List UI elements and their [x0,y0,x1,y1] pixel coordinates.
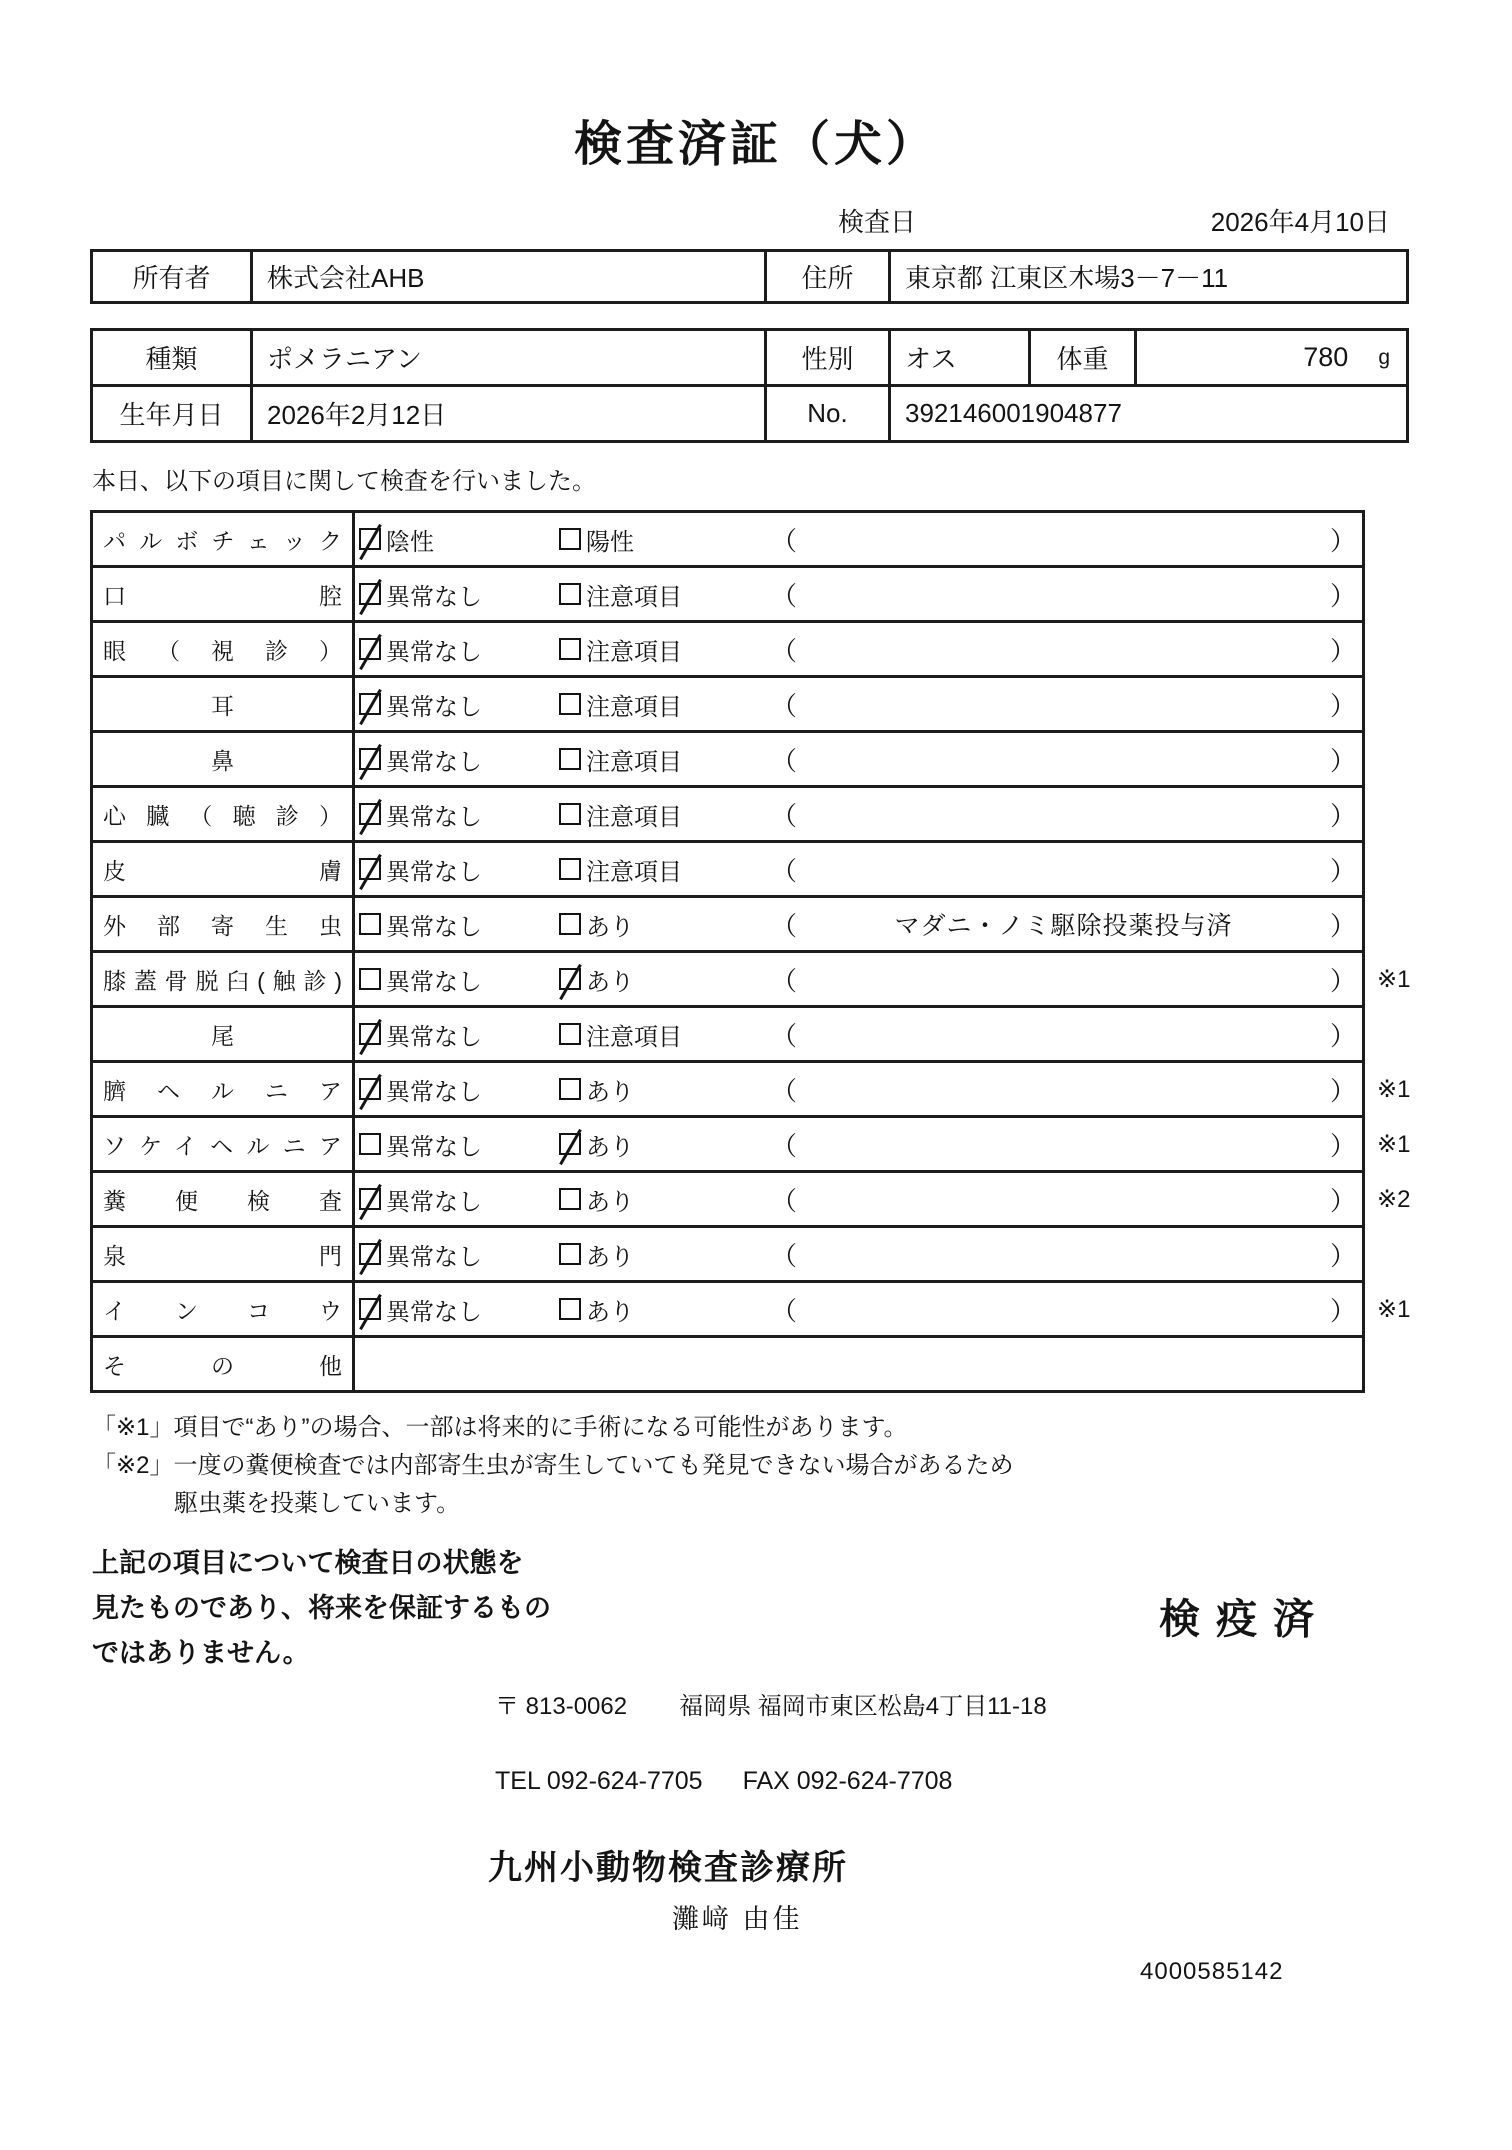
inspection-item-content [354,512,1364,567]
option-2-label: 注意項目 [586,1023,682,1051]
checkbox-icon [559,1078,581,1100]
paren-close: ） [1329,1185,1356,1216]
footnote-mark: ※1 [1377,1130,1411,1158]
option-1-label: 異常なし [386,1078,482,1106]
option-1-label: 異常なし [386,1188,482,1216]
footnotes [92,1409,1512,1523]
checkbox-icon [559,583,581,605]
inspection-row [92,787,1434,842]
remark-area [771,1291,1356,1328]
option-1 [359,907,559,942]
option-2-label: あり [586,913,634,941]
remark-area [771,1236,1356,1273]
intro-sentence: 本日、以下の項目に関して検査を行いました。 [92,468,596,495]
footnote-mark: ※1 [1377,1075,1411,1103]
footnote-mark: ※1 [1377,1295,1411,1323]
inspection-item-label: 臍ヘルニア [92,1062,354,1117]
option-1-label: 異常なし [386,1243,482,1271]
checkbox-icon [559,1243,581,1265]
weight-value-cell [1136,330,1408,386]
option-2-label: 注意項目 [586,803,682,831]
option-2 [559,1127,771,1162]
option-2-label: 注意項目 [586,858,682,886]
paren-close: ） [1329,690,1356,721]
option-1-label: 異常なし [386,1298,482,1326]
footnote-mark [1364,1227,1434,1282]
weight-unit: g [1378,345,1390,369]
paren-open: （ [771,1130,798,1161]
option-1-label: 異常なし [386,583,482,611]
inspection-item-label: 耳 [92,677,354,732]
clinic-address: 福岡県 福岡市東区松島4丁目11-18 [679,1693,1047,1720]
clinic-fax: FAX 092-624-7708 [742,1767,953,1795]
option-2-label: 注意項目 [586,638,682,666]
footnote-mark [1364,1337,1434,1392]
paren-close: ） [1329,580,1356,611]
option-2 [559,742,771,777]
paren-open: （ [771,635,798,666]
page-title: 検査済証（犬） [573,118,938,171]
option-1 [359,797,559,832]
paren-open: （ [771,1185,798,1216]
paren-close: ） [1329,1295,1356,1326]
footnote-mark [1364,677,1434,732]
inspection-item-content [354,1117,1364,1172]
option-2-label: あり [586,1133,634,1161]
option-1-label: 異常なし [386,638,482,666]
paren-close: ） [1329,525,1356,556]
option-1-label: 異常なし [386,913,482,941]
paren-open: （ [771,1020,798,1051]
option-2 [559,852,771,887]
remark-area [771,576,1356,613]
option-1 [359,632,559,667]
no-value: 392146001904877 [890,386,1408,442]
footnote-mark [1364,622,1434,677]
option-2-label: 注意項目 [586,748,682,776]
option-2 [559,797,771,832]
footnote-mark [1364,842,1434,897]
clinic-address-line [495,1686,1512,1721]
option-2-label: あり [586,1298,634,1326]
sex-value: オス [890,330,1030,386]
address-label: 住所 [766,251,890,303]
inspection-item-label: 鼻 [92,732,354,787]
species-value: ポメラニアン [252,330,766,386]
species-label: 種類 [92,330,252,386]
remark-area [771,1016,1356,1053]
paren-open: （ [771,965,798,996]
option-2-label: あり [586,968,634,996]
clinic-person: 灘﨑 由佳 [672,1904,803,1934]
inspection-row [92,842,1434,897]
footnote-mark [1364,512,1434,567]
sex-label: 性別 [766,330,890,386]
option-1 [359,687,559,722]
owner-row [92,251,1408,303]
inspection-item-content [354,677,1364,732]
paren-open: （ [771,580,798,611]
option-2-label: 注意項目 [586,693,682,721]
inspection-item-label: 糞便検査 [92,1172,354,1227]
animal-table [90,328,1409,443]
inspection-item-content [354,1337,1364,1392]
checkbox-icon [559,913,581,935]
address-value: 東京都 江東区木場3－7－11 [890,251,1408,303]
option-1-label: 異常なし [386,968,482,996]
inspection-table [90,510,1435,1393]
checkbox-icon [559,1298,581,1320]
checkbox-icon [359,583,381,605]
footnote-mark [1364,897,1434,952]
inspection-item-content [354,1227,1364,1282]
option-1 [359,1072,559,1107]
disclaimer-text [92,1541,551,1676]
checkbox-icon [359,528,381,550]
checkbox-icon [559,1133,581,1155]
inspection-item-content [354,842,1364,897]
paren-open: （ [771,1240,798,1271]
quarantine-stamp: 検疫済 [1159,1596,1330,1642]
inspection-item-content [354,622,1364,677]
option-2-label: 注意項目 [586,583,682,611]
option-2 [559,1237,771,1272]
option-1 [359,1292,559,1327]
option-2 [559,577,771,612]
footnote-mark: ※2 [1377,1185,1411,1213]
remark-area [771,851,1356,888]
inspection-date-value: 2026年4月10日 [1210,207,1390,237]
inspection-item-label: インコウ [92,1282,354,1337]
inspection-item-label: 尾 [92,1007,354,1062]
option-2 [559,1072,771,1107]
inspection-row [92,1062,1434,1117]
paren-open: （ [771,745,798,776]
inspection-row [92,567,1434,622]
inspection-row [92,1227,1434,1282]
paren-open: （ [771,525,798,556]
remark-area [771,631,1356,668]
inspection-row [92,897,1434,952]
checkbox-icon [359,913,381,935]
option-2 [559,632,771,667]
option-1-label: 異常なし [386,748,482,776]
inspection-item-label: 皮膚 [92,842,354,897]
inspection-item-content [354,1007,1364,1062]
checkbox-icon [359,1078,381,1100]
inspection-item-content [354,1282,1364,1337]
footnote-2-continued: 駆虫薬を投薬しています。 [174,1490,461,1517]
weight-label: 体重 [1030,330,1136,386]
checkbox-icon [559,528,581,550]
owner-label: 所有者 [92,251,252,303]
disclaimer-line-2: 見たものであり、将来を保証するもの [92,1593,551,1623]
birth-value: 2026年2月12日 [252,386,766,442]
inspection-item-label: ソケイヘルニア [92,1117,354,1172]
option-2 [559,522,771,557]
checkbox-icon [359,803,381,825]
owner-table [90,249,1409,304]
remark-area [771,1126,1356,1163]
remark-area [771,906,1356,943]
checkbox-icon [559,1023,581,1045]
option-1 [359,1237,559,1272]
option-1-label: 異常なし [386,858,482,886]
inspection-row [92,1007,1434,1062]
checkbox-icon [559,858,581,880]
paren-close: ） [1329,1020,1356,1051]
inspection-row [92,677,1434,732]
paren-close: ） [1329,800,1356,831]
paren-close: ） [1329,1130,1356,1161]
option-1 [359,1182,559,1217]
clinic-tel: TEL 092-624-7705 [495,1767,703,1795]
option-1-label: 異常なし [386,1133,482,1161]
footnote-mark [1364,1007,1434,1062]
footnote-mark [1364,567,1434,622]
checkbox-icon [359,1243,381,1265]
inspection-item-content [354,897,1364,952]
checkbox-icon [359,1188,381,1210]
option-1-label: 異常なし [386,803,482,831]
inspection-item-label: 口腔 [92,567,354,622]
paren-close: ） [1329,910,1356,941]
paren-open: （ [771,1075,798,1106]
checkbox-icon [359,693,381,715]
remark-area [771,741,1356,778]
option-1 [359,1017,559,1052]
birth-label: 生年月日 [92,386,252,442]
checkbox-icon [359,638,381,660]
inspection-row [92,732,1434,787]
option-1-label: 陰性 [386,528,434,556]
paren-open: （ [771,855,798,886]
document-number: 4000585142 [1140,1958,1284,1985]
checkbox-icon [359,968,381,990]
option-2 [559,1292,771,1327]
footnote-mark [1364,732,1434,787]
inspection-item-content [354,952,1364,1007]
disclaimer-row [92,1541,1512,1676]
inspection-item-label: 眼（視診） [92,622,354,677]
paren-open: （ [771,800,798,831]
inspection-row [92,512,1434,567]
checkbox-icon [559,693,581,715]
option-2 [559,907,771,942]
option-1 [359,852,559,887]
remark-text: マダニ・ノミ駆除投薬投与済 [894,912,1233,940]
weight-value: 780 [1303,342,1349,372]
inspection-item-content [354,787,1364,842]
option-2 [559,1017,771,1052]
inspection-item-label: 心臓（聴診） [92,787,354,842]
option-2 [559,1182,771,1217]
inspection-row [92,1117,1434,1172]
paren-close: ） [1329,745,1356,776]
option-1 [359,577,559,612]
option-2 [559,687,771,722]
option-1-label: 異常なし [386,1023,482,1051]
option-1 [359,742,559,777]
inspection-item-label: その他 [92,1337,354,1392]
inspection-row [92,1172,1434,1227]
option-2-label: あり [586,1078,634,1106]
remark-area [771,1071,1356,1108]
checkbox-icon [359,1023,381,1045]
inspection-row [92,952,1434,1007]
checkbox-icon [559,748,581,770]
inspection-item-content [354,1062,1364,1117]
option-1 [359,522,559,557]
inspection-row [92,1337,1434,1392]
species-row [92,330,1408,386]
inspection-row [92,622,1434,677]
checkbox-icon [559,638,581,660]
checkbox-icon [359,1298,381,1320]
footnote-mark: ※1 [1377,965,1411,993]
paren-close: ） [1329,855,1356,886]
checkbox-icon [559,1188,581,1210]
inspection-item-content [354,567,1364,622]
paren-open: （ [771,1295,798,1326]
disclaimer-line-1: 上記の項目について検査日の状態を [92,1548,524,1578]
remark-area [771,521,1356,558]
clinic-tel-line [495,1767,1512,1796]
no-label: No. [766,386,890,442]
checkbox-icon [559,803,581,825]
checkbox-icon [359,748,381,770]
inspection-row [92,1282,1434,1337]
paren-close: ） [1329,965,1356,996]
inspection-item-label: 泉門 [92,1227,354,1282]
option-1 [359,1127,559,1162]
disclaimer-line-3: ではありません。 [92,1638,310,1668]
option-2-label: あり [586,1188,634,1216]
paren-open: （ [771,690,798,721]
checkbox-icon [559,968,581,990]
clinic-name: 九州小動物検査診療所 [488,1849,848,1887]
option-1 [359,962,559,997]
paren-close: ） [1329,635,1356,666]
remark-area [771,1181,1356,1218]
birth-row [92,386,1408,442]
inspection-date-row [90,202,1406,239]
inspection-date-label: 検査日 [838,207,917,237]
remark-area [771,686,1356,723]
paren-open: （ [771,910,798,941]
inspection-item-content [354,732,1364,787]
inspection-item-label: 外部寄生虫 [92,897,354,952]
checkbox-icon [359,1133,381,1155]
footnote-1: 「※1」項目で“あり”の場合、一部は将来的に手術になる可能性があります。 [92,1414,908,1441]
remark-area [771,961,1356,998]
footnote-mark [1364,787,1434,842]
option-1-label: 異常なし [386,693,482,721]
owner-value: 株式会社AHB [252,251,766,303]
inspection-item-label: 膝蓋骨脱臼(触診) [92,952,354,1007]
clinic-postal: 〒 813-0062 [495,1693,628,1720]
paren-close: ） [1329,1240,1356,1271]
footnote-2: 「※2」一度の糞便検査では内部寄生虫が寄生していても発見できない場合があるため [92,1452,1014,1479]
inspection-item-label: パルボチェック [92,512,354,567]
remark-area [771,796,1356,833]
paren-close: ） [1329,1075,1356,1106]
option-2-label: あり [586,1243,634,1271]
option-2-label: 陽性 [586,528,634,556]
checkbox-icon [359,858,381,880]
option-2 [559,962,771,997]
inspection-item-content [354,1172,1364,1227]
